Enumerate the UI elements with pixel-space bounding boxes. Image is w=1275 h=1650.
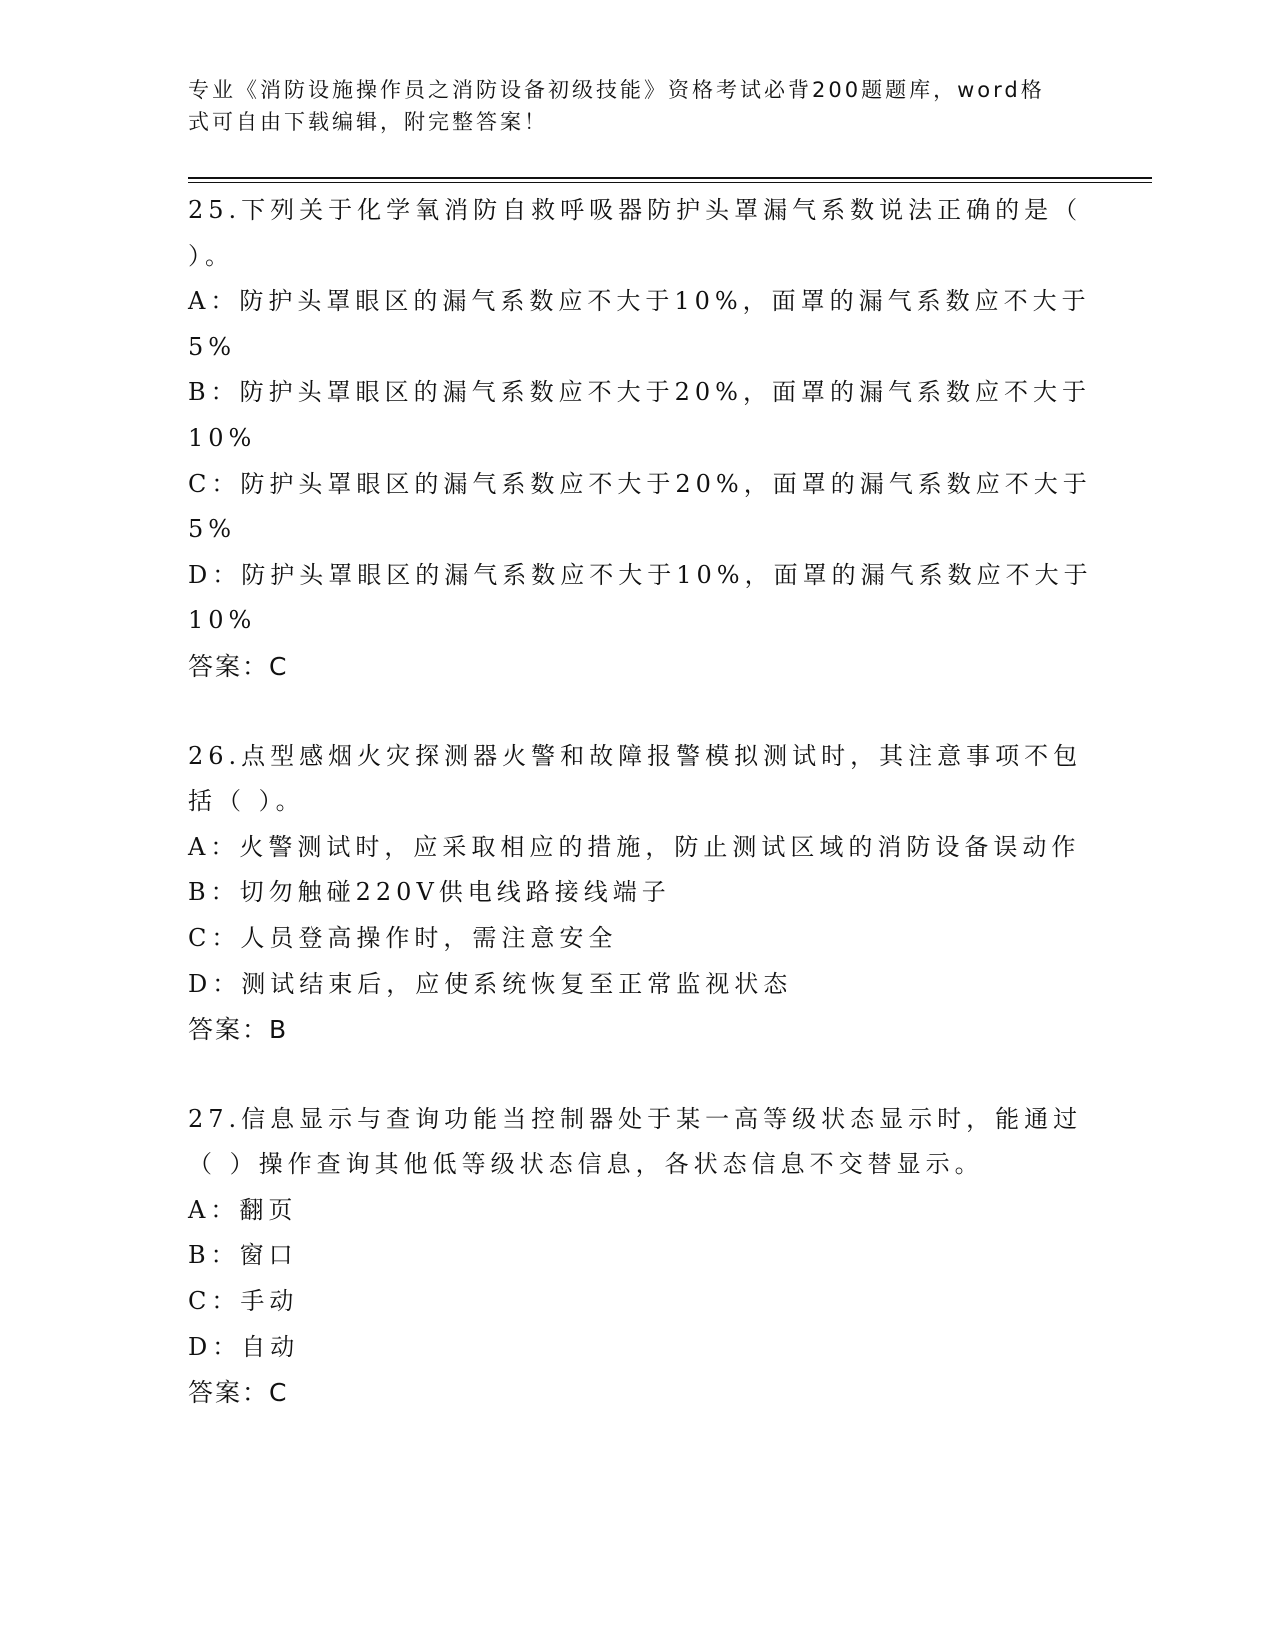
- option-a-line: A：防护头罩眼区的漏气系数应不大于10%，面罩的漏气系数应不大于: [188, 287, 1091, 316]
- question-list: [188, 188, 1093, 1460]
- option-b-line: B：防护头罩眼区的漏气系数应不大于20%，面罩的漏气系数应不大于: [188, 378, 1091, 407]
- option-d-line-cont: 10%: [188, 606, 257, 635]
- header-rule-thick: [188, 177, 1152, 179]
- option-d-line: D：自动: [188, 1332, 300, 1361]
- question-25: [188, 188, 1093, 690]
- header-line-1: 专业《消防设施操作员之消防设备初级技能》资格考试必背200题题库，word格: [188, 78, 1045, 102]
- question-stem-line: 括（ ）。: [188, 787, 305, 816]
- question-27: [188, 1097, 1088, 1416]
- question-26: [188, 734, 1088, 1053]
- question-stem-line: ）。: [188, 241, 234, 270]
- option-a-line-cont: 5%: [188, 332, 237, 361]
- answer-label: 答案：C: [188, 651, 289, 681]
- option-a-line: A：火警测试时，应采取相应的措施，防止测试区域的消防设备误动作: [188, 832, 1081, 861]
- document-header: [188, 74, 1068, 138]
- question-stem-line: 25.下列关于化学氧消防自救呼吸器防护头罩漏气系数说法正确的是（: [188, 196, 1083, 224]
- question-stem-line: （ ）操作查询其他低等级状态信息，各状态信息不交替显示。: [188, 1150, 984, 1179]
- answer-label: 答案：B: [188, 1015, 289, 1045]
- option-d-line: D：测试结束后，应使系统恢复至正常监视状态: [188, 969, 793, 998]
- header-rule-thin: [188, 182, 1152, 183]
- answer-label: 答案：C: [188, 1378, 289, 1408]
- option-c-line: C：手动: [188, 1287, 299, 1316]
- option-a-line: A：翻页: [188, 1195, 298, 1224]
- option-b-line: B：窗口: [188, 1241, 298, 1270]
- option-c-line: C：防护头罩眼区的漏气系数应不大于20%，面罩的漏气系数应不大于: [188, 469, 1092, 498]
- question-stem-line: 27.信息显示与查询功能当控制器处于某一高等级状态显示时，能通过: [188, 1104, 1083, 1133]
- option-b-line: B：切勿触碰220V供电线路接线端子: [188, 878, 671, 907]
- option-c-line-cont: 5%: [188, 515, 237, 544]
- option-c-line: C：人员登高操作时，需注意安全: [188, 923, 618, 952]
- question-stem-line: 26.点型感烟火灾探测器火警和故障报警模拟测试时，其注意事项不包: [188, 741, 1083, 770]
- option-b-line-cont: 10%: [188, 423, 257, 452]
- header-line-2: 式可自由下载编辑，附完整答案！: [188, 110, 548, 134]
- option-d-line: D：防护头罩眼区的漏气系数应不大于10%，面罩的漏气系数应不大于: [188, 560, 1093, 589]
